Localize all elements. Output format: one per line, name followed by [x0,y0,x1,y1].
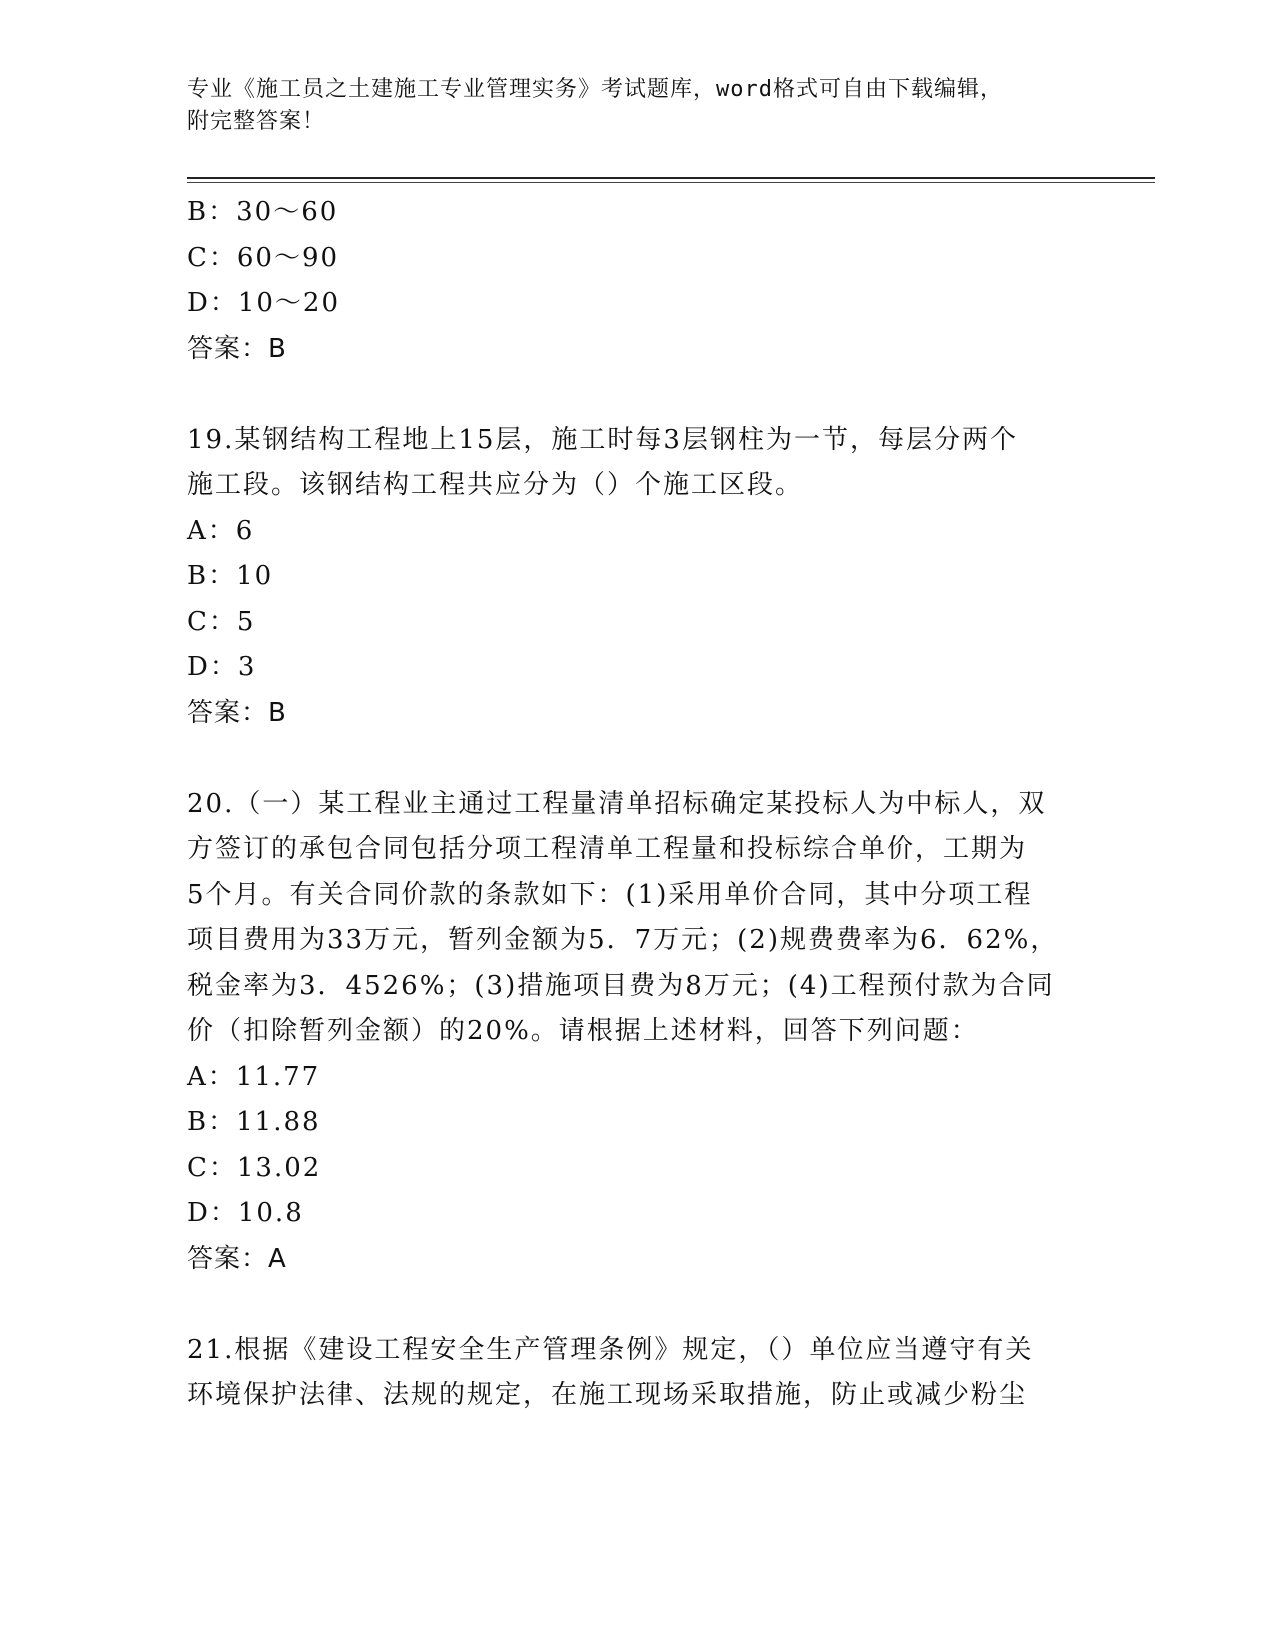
option-c: C：60～90 [187,242,340,273]
option-d: D：10.8 [187,1198,304,1228]
header-line-1: 专业《施工员之土建施工专业管理实务》考试题库，word格式可自由下载编辑， [187,77,1003,102]
question-stem-line: 19.某钢结构工程地上15层，施工时每3层钢柱为一节，每层分两个 [187,424,1018,455]
question-stem-line: 21.根据《建设工程安全生产管理条例》规定，（）单位应当遵守有关 [187,1334,1034,1365]
question-stem-line: 方签订的承包合同包括分项工程清单工程量和投标综合单价，工期为 [187,834,1028,864]
option-a: A：11.77 [187,1061,321,1092]
spacer [187,736,1087,782]
answer-label: 答案：A [187,1243,287,1274]
question-20 [187,782,1087,1283]
question-stem-line: 环境保护法律、法规的规定，在施工现场采取措施，防止或减少粉尘 [187,1380,1028,1410]
question-content [187,190,1087,1419]
option-b: B：30～60 [187,197,339,227]
header-divider-thick [187,177,1155,179]
header-line-2: 附完整答案！ [187,109,326,134]
option-d: D：3 [187,652,257,682]
page-header [187,74,1067,138]
option-b: B：10 [187,561,274,591]
question-stem-line: 20.（一）某工程业主通过工程量清单招标确定某投标人为中标人，双 [187,788,1047,819]
question-stem-line: 5个月。有关合同价款的条款如下：(1)采用单价合同，其中分项工程 [187,879,1033,910]
answer-label: 答案：B [187,697,287,728]
spacer [187,1282,1087,1328]
question-stem-line: 项目费用为33万元，暂列金额为5．7万元；(2)规费费率为6．62%， [187,925,1059,955]
question-stem-line: 价（扣除暂列金额）的20%。请根据上述材料，回答下列问题： [187,1016,979,1046]
option-c: C：13.02 [187,1152,322,1183]
answer-label: 答案：B [187,333,287,364]
question-18-tail [187,190,1087,372]
question-stem-line: 税金率为3．4526%；(3)措施项目费为8万元；(4)工程预付款为合同 [187,970,1055,1001]
option-d: D：10～20 [187,288,341,318]
header-divider-thin [187,182,1155,183]
option-a: A：6 [187,515,255,546]
spacer [187,372,1087,418]
question-stem-line: 施工段。该钢结构工程共应分为（）个施工区段。 [187,470,804,500]
question-21 [187,1328,1087,1419]
option-c: C：5 [187,606,256,637]
option-b: B：11.88 [187,1107,321,1137]
question-19 [187,418,1087,737]
